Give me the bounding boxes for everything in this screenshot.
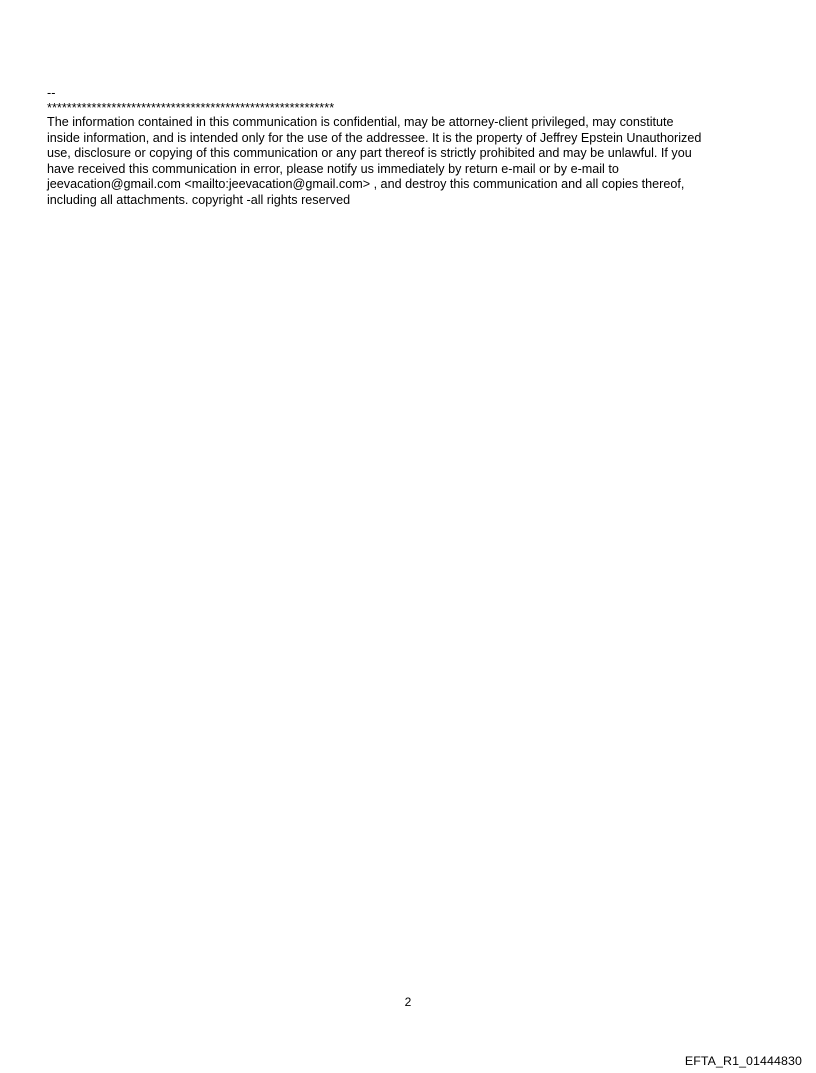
signature-separator: --: [47, 86, 56, 100]
disclaimer-line: including all attachments. copyright -all rights reserved: [47, 192, 351, 207]
disclaimer-line: inside information, and is intended only for the use of the addressee. It is the property of Jeffrey Epstein Unauthorized: [47, 130, 702, 145]
email-confidentiality-footer: [47, 86, 767, 209]
disclaimer-line: The information contained in this communication is confidential, may be attorney-client privileged, may constitute: [47, 115, 674, 129]
disclaimer-line: jeevacation@gmail.com <mailto:jeevacation@gmail.com> , and destroy this communication and all copies thereof,: [47, 177, 685, 192]
page-number: 2: [404, 995, 412, 1009]
disclaimer-line: have received this communication in error, please notify us immediately by return e-mail or by e-mail to: [47, 161, 619, 176]
disclaimer-line: use, disclosure or copying of this communication or any part thereof is strictly prohibited and may be unlawful. If you: [47, 146, 692, 161]
asterisk-rule: **********************************************************: [47, 101, 335, 115]
bates-number: EFTA_R1_01444830: [684, 1054, 802, 1068]
